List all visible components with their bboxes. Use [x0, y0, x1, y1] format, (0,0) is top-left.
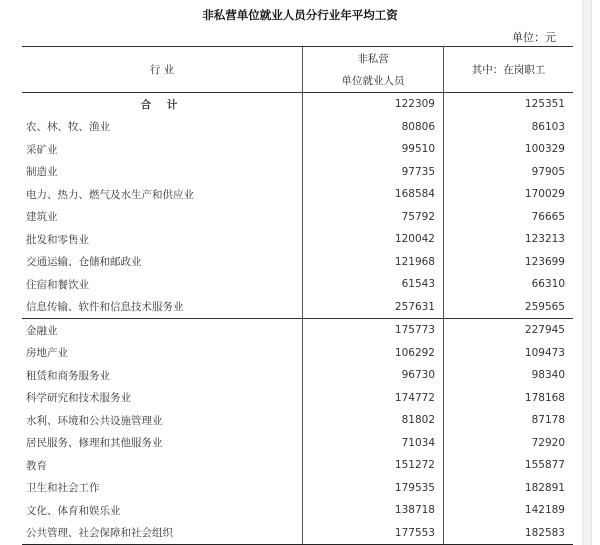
- header-non-private-employees: [303, 47, 444, 93]
- row-value-a: 99510: [303, 138, 444, 161]
- row-industry: 卫生和社会工作: [26, 482, 100, 495]
- table-row: [22, 138, 573, 161]
- table-row-total: [22, 93, 573, 116]
- row-value-a: 257631: [303, 296, 444, 319]
- row-value-b: 155877: [444, 454, 574, 477]
- row-value-a: 61543: [303, 273, 444, 296]
- row-industry: 制造业: [26, 166, 58, 179]
- row-industry: 建筑业: [26, 211, 58, 224]
- row-industry: 租赁和商务服务业: [26, 369, 110, 382]
- row-value-b: 123699: [444, 251, 574, 274]
- row-value-a: 151272: [303, 454, 444, 477]
- table-row: [22, 296, 573, 319]
- row-industry: 信息传输、软件和信息技术服务业: [26, 301, 184, 314]
- table-row: [22, 522, 573, 545]
- row-value-b: 227945: [444, 319, 574, 342]
- table-row: [22, 273, 573, 296]
- wage-table: [22, 46, 573, 545]
- row-industry: 采矿业: [26, 143, 58, 156]
- table-row: [22, 116, 573, 139]
- row-value-a: 179535: [303, 477, 444, 500]
- row-industry: 居民服务、修理和其他服务业: [26, 437, 163, 450]
- row-value-a: 96730: [303, 364, 444, 387]
- row-value-b: 125351: [444, 93, 574, 116]
- table-row: [22, 206, 573, 229]
- table-row: [22, 183, 573, 206]
- table-row: [22, 319, 573, 342]
- row-value-a: 106292: [303, 342, 444, 365]
- table-row: [22, 454, 573, 477]
- row-industry: 教育: [26, 459, 47, 472]
- table-row: [22, 432, 573, 455]
- row-industry: 公共管理、社会保障和社会组织: [22, 522, 303, 545]
- row-value-a: 75792: [303, 206, 444, 229]
- header-a-line2: 单位就业人员: [341, 74, 405, 87]
- table-row: [22, 342, 573, 365]
- row-value-b: 72920: [444, 432, 574, 455]
- row-industry: 住宿和餐饮业: [26, 278, 89, 291]
- row-value-b: 259565: [444, 296, 574, 319]
- page-edge-scroll-strip: [582, 0, 592, 545]
- row-industry: 电力、热力、燃气及水生产和供应业: [26, 188, 194, 201]
- row-value-b: 66310: [444, 273, 574, 296]
- row-value-b: 142189: [444, 499, 574, 522]
- row-value-a: 71034: [303, 432, 444, 455]
- row-value-b: 86103: [444, 116, 574, 139]
- table-row: [22, 387, 573, 410]
- row-value-a: 81802: [303, 409, 444, 432]
- table-row: [22, 477, 573, 500]
- row-value-a: 80806: [303, 116, 444, 139]
- header-a-line1: 非私营: [357, 52, 389, 65]
- row-value-a: 122309: [303, 93, 444, 116]
- table-row: [22, 364, 573, 387]
- row-value-b: 123213: [444, 228, 574, 251]
- table-row: [22, 161, 573, 184]
- row-value-b: 100329: [444, 138, 574, 161]
- table-header-row: [22, 47, 573, 93]
- row-value-a: 121968: [303, 251, 444, 274]
- row-industry: 合 计: [140, 98, 184, 111]
- row-industry: 交通运输、仓储和邮政业: [26, 256, 142, 269]
- row-value-b: 109473: [444, 342, 574, 365]
- row-value-b: 178168: [444, 387, 574, 410]
- row-value-a: 138718: [303, 499, 444, 522]
- row-industry: 金融业: [22, 319, 303, 342]
- table-row: [22, 499, 573, 522]
- row-value-b: 182583: [444, 522, 574, 545]
- row-value-b: 170029: [444, 183, 574, 206]
- row-industry: 农、林、牧、渔业: [26, 121, 110, 134]
- row-industry: 房地产业: [26, 347, 68, 360]
- row-value-b: 182891: [444, 477, 574, 500]
- row-value-a: 120042: [303, 228, 444, 251]
- row-value-b: 97905: [444, 161, 574, 184]
- table-row: [22, 409, 573, 432]
- header-on-post-staff: 其中：在岗职工: [444, 47, 574, 93]
- unit-label: 单位：元: [512, 31, 556, 44]
- table-row: [22, 251, 573, 274]
- row-value-a: 174772: [303, 387, 444, 410]
- page-title: 非私营单位就业人员分行业年平均工资: [202, 8, 398, 22]
- row-value-a: 177553: [303, 522, 444, 545]
- row-industry: 批发和零售业: [26, 233, 89, 246]
- row-value-b: 98340: [444, 364, 574, 387]
- row-value-a: 97735: [303, 161, 444, 184]
- header-industry: 行 业: [22, 47, 303, 93]
- table-row: [22, 228, 573, 251]
- row-value-b: 87178: [444, 409, 574, 432]
- row-industry: 科学研究和技术服务业: [26, 392, 131, 405]
- row-value-b: 76665: [444, 206, 574, 229]
- row-industry: 文化、体育和娱乐业: [26, 504, 121, 517]
- row-industry: 水利、环境和公共设施管理业: [26, 414, 163, 427]
- row-value-a: 168584: [303, 183, 444, 206]
- row-value-a: 175773: [303, 319, 444, 342]
